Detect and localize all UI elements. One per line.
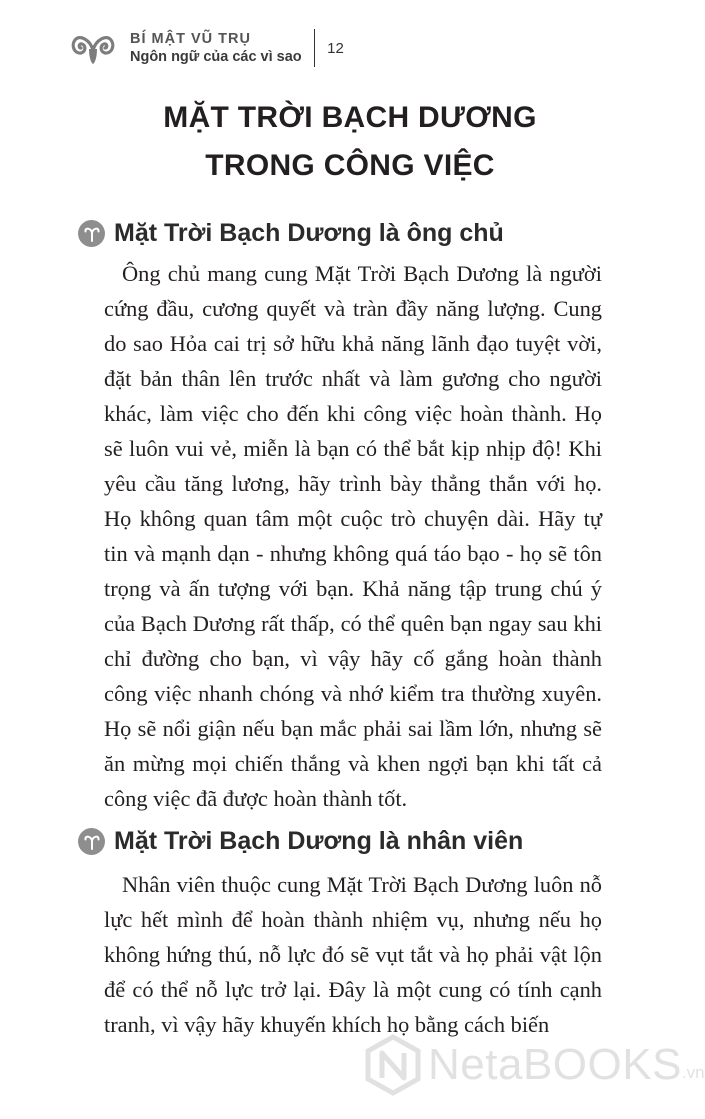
section-paragraph-boss: Ông chủ mang cung Mặt Trời Bạch Dương là người cứng đầu, cương quyết và tràn đầy năng lượng. Cung do sao Hỏa cai trị sở hữu khả năng lãnh đạo tuyệt vời, đặt bản thân lên trước nhất và làm gương cho người khác, làm việc cho đến khi công việc hoàn thành. Họ sẽ luôn vui vẻ, miễn là bạn có thể bắt kịp nhịp độ! Khi yêu cầu tăng lương, hãy trình bày thẳng thắn với họ. Họ không quan tâm một cuộc trò chuyện dài. Hãy tự tin và mạnh dạn - nhưng không quá táo bạo - họ sẽ tôn trọng và ấn tượng với bạn. Khả năng tập trung chú ý của Bạch Dương rất thấp, có thể quên bạn ngay sau khi chỉ đường cho bạn, vì vậy hãy cố gắng hoàn thành công việc nhanh chóng và nhớ kiểm tra thường xuyên. Họ sẽ nổi giận nếu bạn mắc phải sai lầm lớn, nhưng sẽ ăn mừng mọi chiến thắng và khen ngợi bạn khi tất cả công việc đã được hoàn thành tốt. <box>104 261 602 811</box>
watermark-tld: .vn <box>681 1063 705 1082</box>
section-heading-text: Mặt Trời Bạch Dương là nhân viên <box>114 827 524 855</box>
watermark <box>362 1034 705 1096</box>
watermark-brand: NetaBOOKS <box>428 1040 682 1089</box>
aries-symbol-icon <box>78 828 105 855</box>
header-divider <box>314 29 316 67</box>
page-header <box>70 26 344 70</box>
section-heading-boss <box>78 219 504 248</box>
chapter-title-line1: MẶT TRỜI BẠCH DƯƠNG <box>163 101 537 134</box>
book-subtitle: Ngôn ngữ của các vì sao <box>130 49 302 65</box>
aries-symbol-icon <box>78 220 105 247</box>
netabooks-logo-icon <box>362 1034 424 1096</box>
ram-horns-icon <box>70 30 116 66</box>
book-info <box>130 30 302 66</box>
book-title: BÍ MẬT VŨ TRỤ <box>130 31 251 47</box>
chapter-title-line2: TRONG CÔNG VIỆC <box>205 149 495 182</box>
section-paragraph-employee: Nhân viên thuộc cung Mặt Trời Bạch Dương luôn nỗ lực hết mình để hoàn thành nhiệm vụ, nhưng nếu họ không hứng thú, nỗ lực đó sẽ vụt tắt và họ phải vật lộn để có thể nỗ lực trở lại. Đây là một cung có tính cạnh tranh, vì vậy hãy khuyến khích họ bằng cách biến <box>104 872 602 1037</box>
section-heading-employee <box>78 827 523 856</box>
page-number: 12 <box>327 39 344 57</box>
chapter-title <box>0 94 700 190</box>
section-heading-text: Mặt Trời Bạch Dương là ông chủ <box>114 219 504 247</box>
